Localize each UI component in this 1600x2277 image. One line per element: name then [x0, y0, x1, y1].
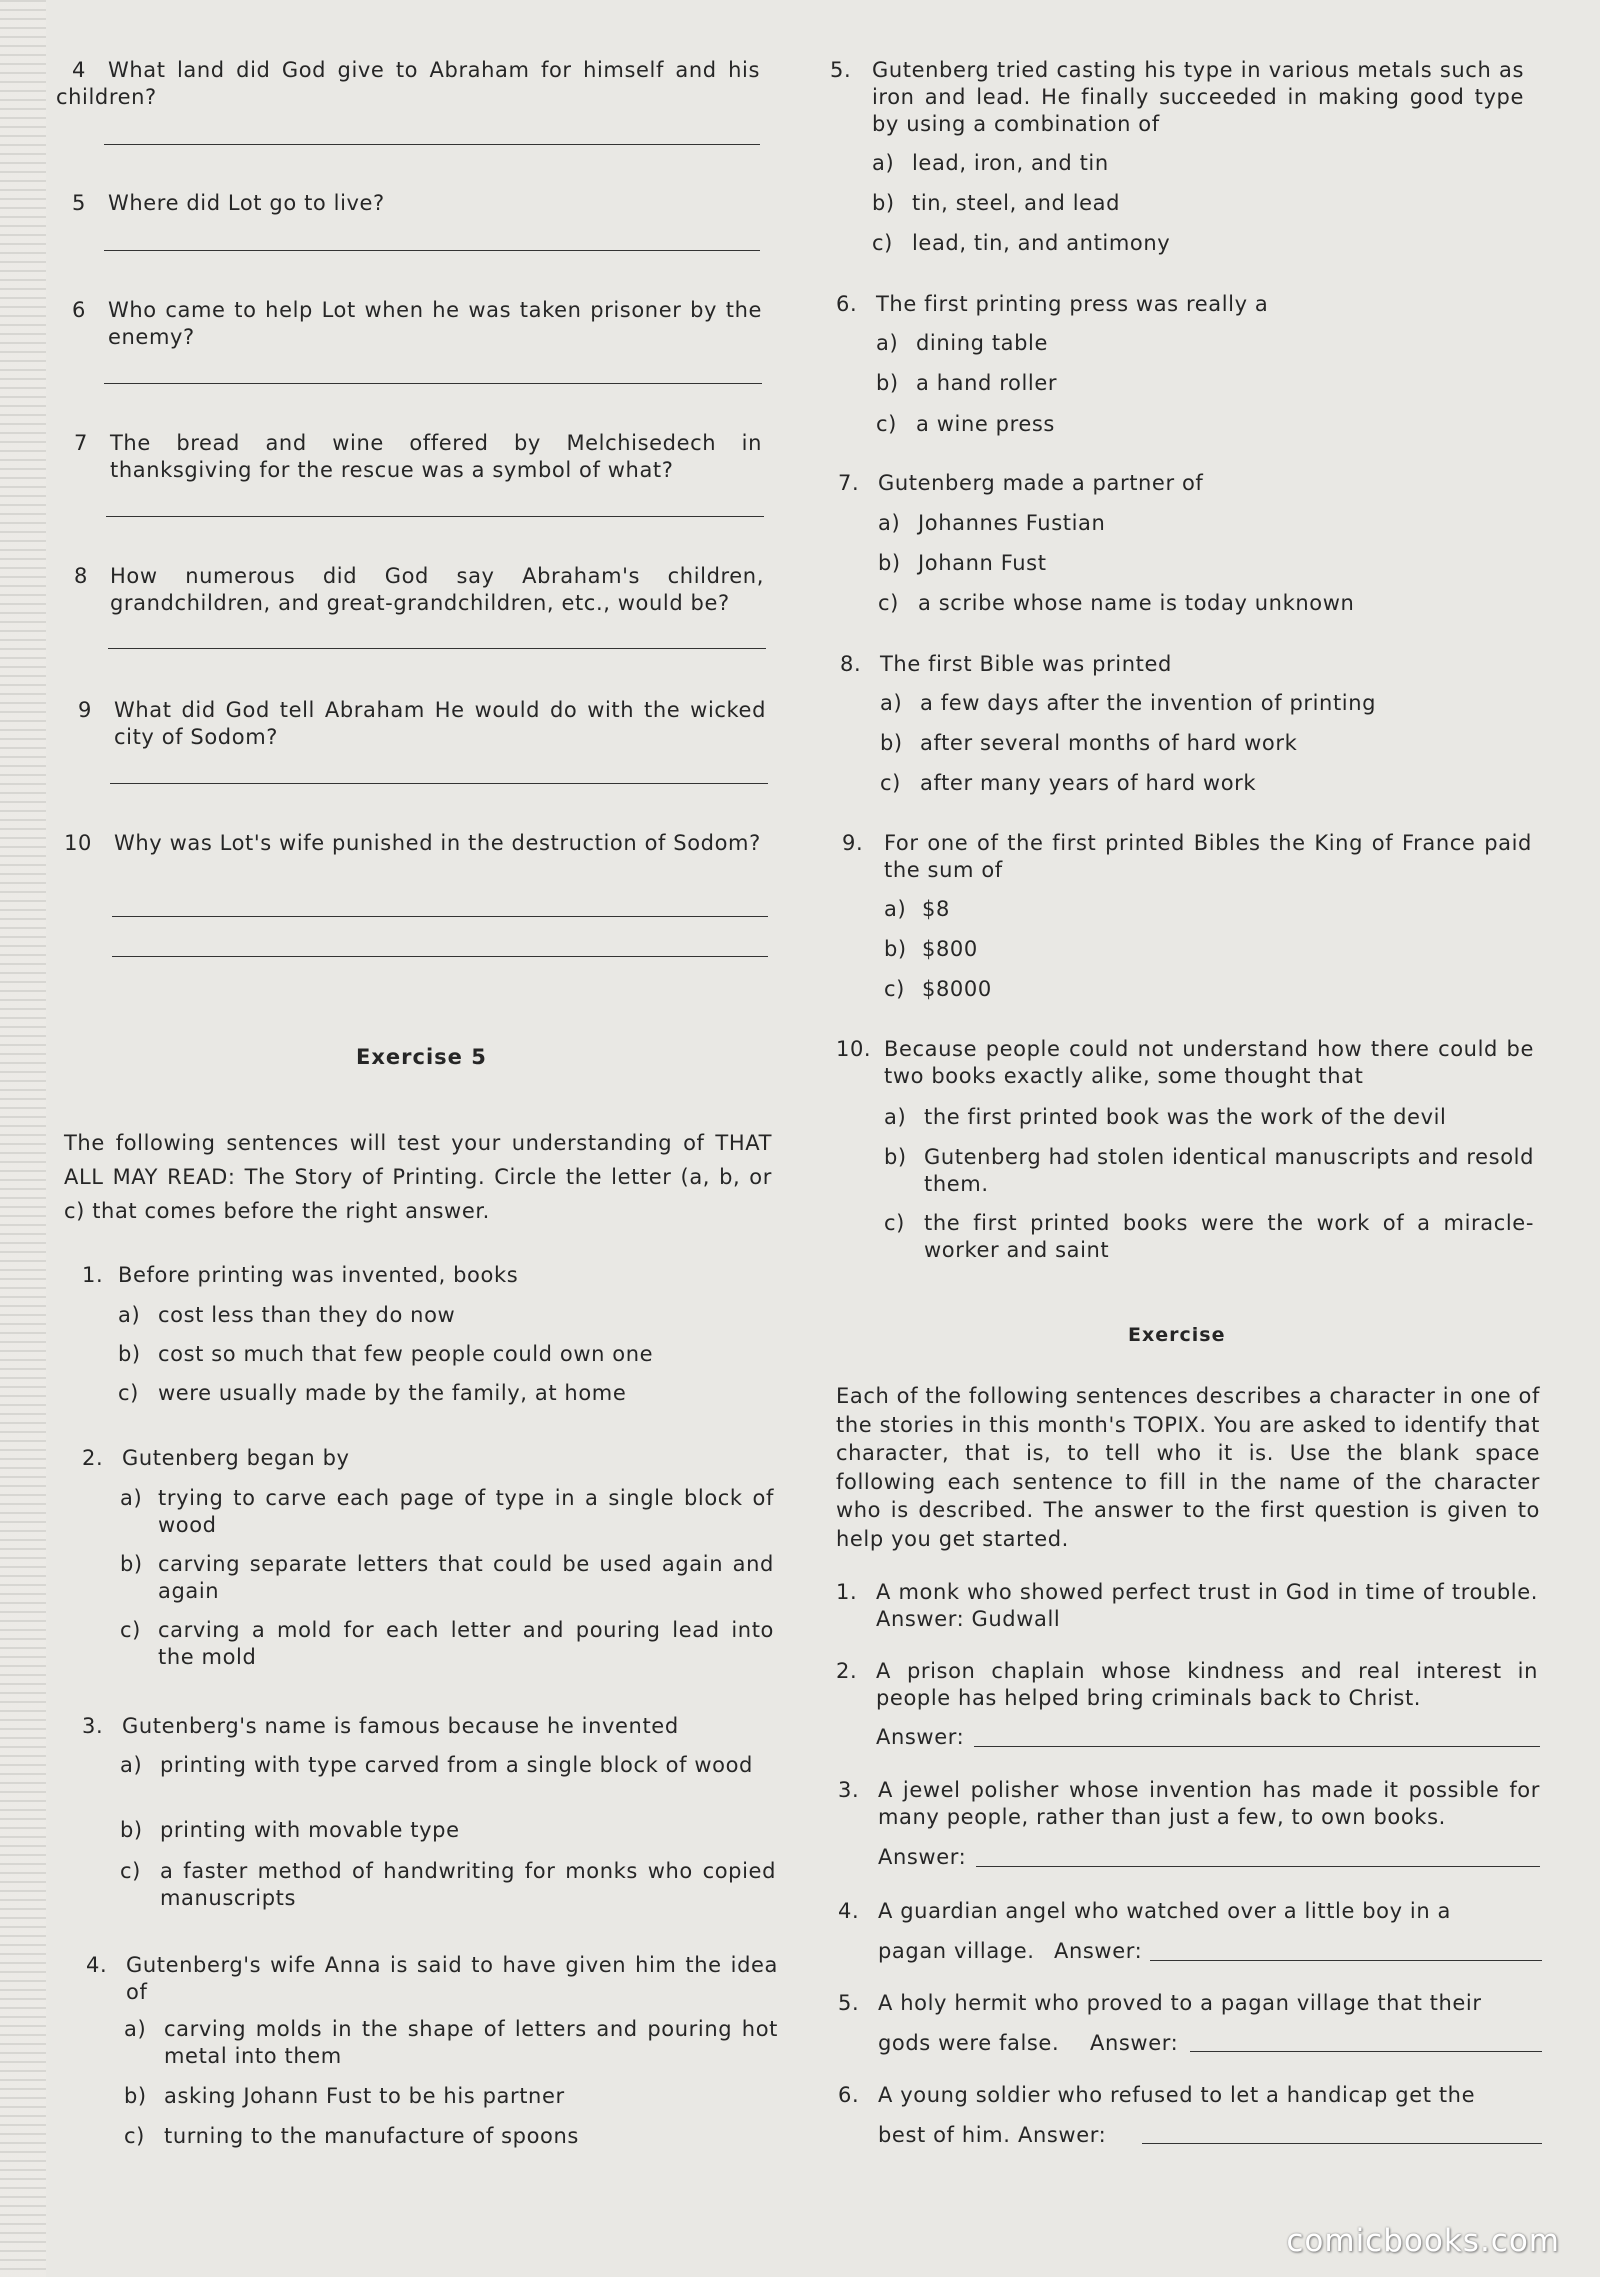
- question-text: Gutenberg began by: [122, 1446, 350, 1470]
- answer-context: pagan village.: [878, 1939, 1035, 1963]
- question-text: Where did Lot go to live?: [108, 191, 385, 215]
- item-text: A prison chaplain whose kindness and real interest in people has helped bring criminals back to Christ.: [876, 1659, 1538, 1710]
- option-text: lead, tin, and antimony: [912, 231, 1171, 255]
- option-text: turning to the manufacture of spoons: [164, 2124, 579, 2148]
- option-text: printing with movable type: [160, 1818, 460, 1842]
- question-text: The first Bible was printed: [880, 652, 1172, 676]
- question-number: 9.: [842, 831, 864, 855]
- question-number: 1.: [82, 1263, 104, 1287]
- option-letter[interactable]: c): [878, 591, 899, 615]
- option-text: carving a mold for each letter and pouring lead into the mold: [158, 1618, 774, 1669]
- answer-line[interactable]: [104, 383, 762, 384]
- option-letter[interactable]: c): [880, 771, 901, 795]
- option-text: carving molds in the shape of letters and pouring hot metal into them: [164, 2017, 778, 2068]
- option-text: a scribe whose name is today unknown: [918, 591, 1355, 615]
- option-letter[interactable]: c): [120, 1618, 141, 1642]
- question-text: What land did God give to Abraham for himself and his children?: [56, 58, 760, 109]
- watermark: comicbooks.com: [1286, 2223, 1560, 2259]
- option-letter[interactable]: b): [872, 191, 895, 215]
- option-text: Gutenberg had stolen identical manuscripts and resold them.: [924, 1145, 1535, 1196]
- option-letter[interactable]: a): [876, 331, 899, 355]
- item-text: A monk who showed perfect trust in God in time of trouble. Answer: Gudwall: [876, 1580, 1538, 1631]
- answer-line[interactable]: [112, 916, 768, 917]
- question-number: 2.: [82, 1446, 104, 1470]
- answer-line[interactable]: [1190, 2051, 1542, 2052]
- option-text: asking Johann Fust to be his partner: [164, 2084, 565, 2108]
- question-text: Who came to help Lot when he was taken prisoner by the enemy?: [108, 298, 762, 349]
- question-number: 4: [72, 58, 86, 82]
- option-letter[interactable]: c): [872, 231, 893, 255]
- question-number: 8.: [840, 652, 862, 676]
- option-letter[interactable]: b): [884, 1145, 907, 1169]
- option-letter[interactable]: c): [876, 412, 897, 436]
- answer-line[interactable]: [110, 783, 768, 784]
- option-text: carving separate letters that could be used again and again: [158, 1552, 774, 1603]
- option-letter[interactable]: c): [120, 1859, 141, 1883]
- option-text: dining table: [916, 331, 1049, 355]
- option-letter[interactable]: b): [120, 1818, 143, 1842]
- option-text: after several months of hard work: [920, 731, 1298, 755]
- option-letter[interactable]: a): [878, 511, 901, 535]
- option-text: $8: [922, 897, 950, 921]
- answer-label: Answer:: [1018, 2123, 1107, 2147]
- answer-line[interactable]: [1142, 2143, 1542, 2144]
- answer-line[interactable]: [112, 956, 768, 957]
- answer-line[interactable]: [1150, 1960, 1542, 1961]
- item-number: 2.: [836, 1659, 858, 1683]
- option-letter[interactable]: c): [124, 2124, 145, 2148]
- answer-line[interactable]: [106, 516, 764, 517]
- option-letter[interactable]: a): [880, 691, 903, 715]
- exercise-5-heading: Exercise 5: [356, 1045, 487, 1069]
- option-letter[interactable]: b): [120, 1552, 143, 1576]
- option-text: trying to carve each page of type in a single block of wood: [158, 1486, 774, 1537]
- answer-context: gods were false.: [878, 2031, 1060, 2055]
- option-letter[interactable]: b): [124, 2084, 147, 2108]
- answer-line[interactable]: [108, 648, 766, 649]
- option-letter[interactable]: a): [118, 1303, 141, 1327]
- option-letter[interactable]: a): [120, 1486, 143, 1510]
- option-text: $800: [922, 937, 978, 961]
- question-text: Gutenberg made a partner of: [878, 471, 1204, 495]
- option-letter[interactable]: c): [118, 1381, 139, 1405]
- option-text: were usually made by the family, at home: [158, 1381, 627, 1405]
- option-text: the first printed books were the work of a miracle-worker and saint: [924, 1211, 1534, 1262]
- question-text: What did God tell Abraham He would do with the wicked city of Sodom?: [114, 698, 766, 749]
- option-letter[interactable]: a): [124, 2017, 147, 2041]
- option-letter[interactable]: c): [884, 977, 905, 1001]
- question-text: Gutenberg tried casting his type in various metals such as iron and lead. He finally succeeded in making good type by using a combination of: [872, 58, 1524, 136]
- answer-context: best of him.: [878, 2123, 1011, 2147]
- answer-label: Answer:: [1054, 1939, 1143, 1963]
- option-letter[interactable]: b): [118, 1342, 141, 1366]
- item-number: 6.: [838, 2083, 860, 2107]
- question-number: 6: [72, 298, 86, 322]
- item-text: A young soldier who refused to let a handicap get the: [878, 2083, 1476, 2107]
- option-text: Johannes Fustian: [918, 511, 1106, 535]
- question-number: 5.: [830, 58, 852, 82]
- answer-label: Answer:: [876, 1725, 965, 1749]
- item-text: A holy hermit who proved to a pagan village that their: [878, 1991, 1482, 2015]
- question-text: How numerous did God say Abraham's children, grandchildren, and great-grandchildren, etc., would be?: [110, 564, 764, 615]
- option-letter[interactable]: a): [884, 1105, 907, 1129]
- option-text: cost so much that few people could own one: [158, 1342, 654, 1366]
- item-text: A jewel polisher whose invention has made it possible for many people, rather than just a few, to own books.: [878, 1778, 1540, 1829]
- question-number: 9: [78, 698, 92, 722]
- question-number: 7.: [838, 471, 860, 495]
- question-text: Gutenberg's wife Anna is said to have given him the idea of: [126, 1953, 778, 2004]
- question-number: 7: [74, 431, 88, 455]
- option-letter[interactable]: a): [872, 151, 895, 175]
- page-binding-edge: [0, 0, 46, 2277]
- option-text: after many years of hard work: [920, 771, 1257, 795]
- option-text: a faster method of handwriting for monks who copied manuscripts: [160, 1859, 776, 1910]
- option-text: the first printed book was the work of the devil: [924, 1105, 1447, 1129]
- question-text: For one of the first printed Bibles the King of France paid the sum of: [884, 831, 1532, 882]
- question-text: Gutenberg's name is famous because he invented: [122, 1714, 679, 1738]
- option-letter[interactable]: a): [884, 897, 907, 921]
- option-text: a wine press: [916, 412, 1055, 436]
- option-text: a few days after the invention of printing: [920, 691, 1377, 715]
- answer-label: Answer:: [878, 1845, 967, 1869]
- exercise-heading: Exercise: [1128, 1324, 1226, 1346]
- item-number: 1.: [836, 1580, 858, 1604]
- option-letter[interactable]: b): [884, 937, 907, 961]
- exercise-intro: Each of the following sentences describes a character in one of the stories in this month's TOPIX. You are asked to identify that character, that is, to tell who it is. Use the blank space following each sentence to fill in the name of the character who is described. The answer to the first question is given to help you get started.: [836, 1384, 1540, 1551]
- option-text: $8000: [922, 977, 992, 1001]
- question-text: Why was Lot's wife punished in the destruction of Sodom?: [114, 831, 761, 855]
- option-text: tin, steel, and lead: [912, 191, 1121, 215]
- question-text: The bread and wine offered by Melchisedech in thanksgiving for the rescue was a symbol of what?: [110, 431, 762, 482]
- option-letter[interactable]: c): [884, 1211, 905, 1235]
- answer-line[interactable]: [104, 144, 760, 145]
- item-number: 4.: [838, 1899, 860, 1923]
- option-text: lead, iron, and tin: [912, 151, 1109, 175]
- question-number: 8: [74, 564, 88, 588]
- option-text: printing with type carved from a single block of wood: [160, 1753, 753, 1777]
- question-text: Before printing was invented, books: [118, 1263, 519, 1287]
- question-number: 10.: [836, 1037, 872, 1061]
- question-number: 5: [72, 191, 86, 215]
- option-text: cost less than they do now: [158, 1303, 456, 1327]
- question-text: Because people could not understand how there could be two books exactly alike, some thought that: [884, 1037, 1534, 1088]
- option-text: a hand roller: [916, 371, 1058, 395]
- option-letter[interactable]: b): [876, 371, 899, 395]
- question-number: 10: [64, 831, 92, 855]
- option-letter[interactable]: b): [878, 551, 901, 575]
- option-letter[interactable]: b): [880, 731, 903, 755]
- question-text: The first printing press was really a: [876, 292, 1269, 316]
- question-number: 3.: [82, 1714, 104, 1738]
- answer-line[interactable]: [976, 1866, 1540, 1867]
- answer-line[interactable]: [974, 1746, 1540, 1747]
- answer-line[interactable]: [104, 250, 760, 251]
- item-text: A guardian angel who watched over a little boy in a: [878, 1899, 1452, 1923]
- option-text: Johann Fust: [918, 551, 1047, 575]
- answer-label: Answer:: [1090, 2031, 1179, 2055]
- exercise-5-intro: The following sentences will test your understanding of THAT ALL MAY READ: The Story of Printing. Circle the letter (a, b, or c) that comes before the right answer.: [64, 1131, 772, 1223]
- item-number: 5.: [838, 1991, 860, 2015]
- question-number: 4.: [86, 1953, 108, 1977]
- option-letter[interactable]: a): [120, 1753, 143, 1777]
- item-number: 3.: [838, 1778, 860, 1802]
- question-number: 6.: [836, 292, 858, 316]
